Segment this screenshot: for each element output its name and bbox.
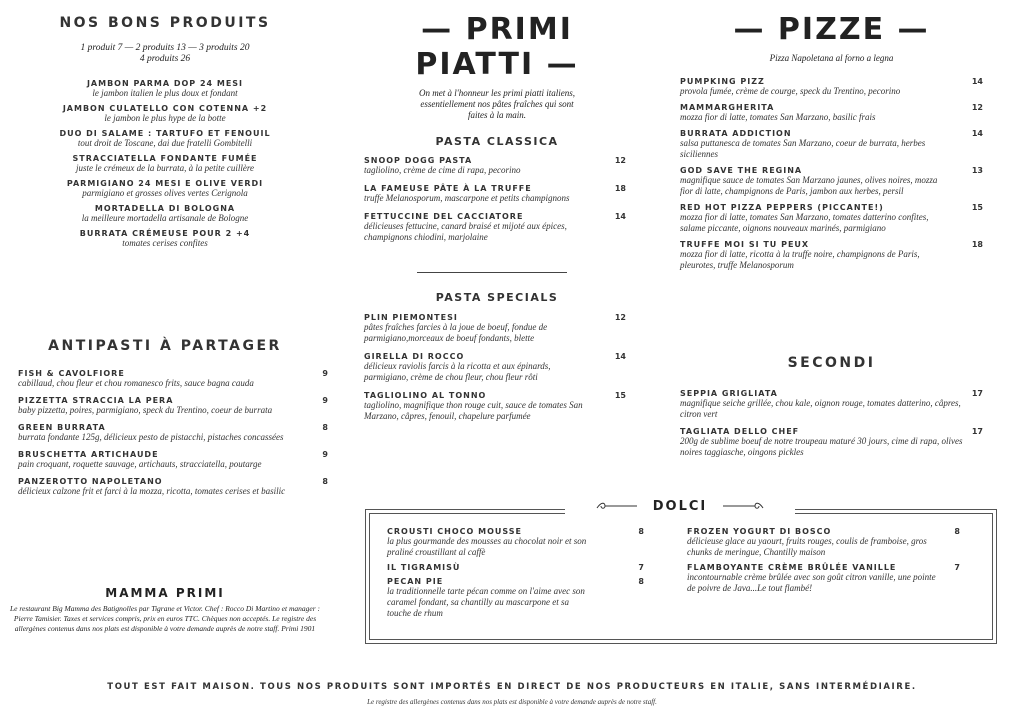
menu-item [387,577,644,619]
item-description: le jambon italien le plus doux et fondant [92,88,238,98]
item-description: le jambon le plus hype de la botte [104,113,226,123]
item-price: 17 [971,389,983,398]
item-description: juste le crémeux de la burrata, à la petite cuillère [75,163,255,173]
item-price: 8 [954,527,960,536]
item-name: PLIN PIEMONTESI [364,313,458,322]
middle-column [362,0,632,421]
footer-note: Le registre des allergènes contenus dans nos plats est disponible à votre demande auprès de notre staff. [367,698,657,706]
menu-item [680,77,983,97]
item-description: mozza fior di latte, tomates San Marzano, basilic frais [680,112,876,122]
item-description: pâtes fraîches farcies à la joue de boeuf, fondue de parmigiano,morceaux de boeuf fondants, blette [364,322,548,343]
item-name: PIZZETTA STRACCIA LA PERA [18,396,174,405]
mamma-text: Le restaurant Big Mamma des Batignolles par Tigrane et Victor. Chef : Rocco Di Martino et manager : Pierre Tamisier. Taxes et services compris, prix en euros TTC. Chèques non acceptés. Le registre des allergènes contenus dans nos plats est disponible à votre demande auprès de notre staff. Primi 1901 [10,604,320,633]
menu-item [364,313,626,344]
item-price: 18 [971,240,983,249]
menu-item [687,563,960,594]
classica-list [364,156,626,243]
item-price: 7 [638,563,644,572]
menu-item [10,79,320,99]
item-name: PANZEROTTO NAPOLETANO [18,477,163,486]
item-name: PECAN PIE [387,577,444,586]
menu-item [364,391,626,422]
item-name: FISH & CAVOLFIORE [18,369,125,378]
menu-item [680,166,983,197]
item-description: tagliolino, magnifique thon rouge cuit, sauce de tomates San Marzano, câpres, fenouil, chapelure parfumée [364,400,583,421]
item-description: cabillaud, chou fleur et chou romanesco frits, sauce bagna cauda [18,378,254,388]
menu-item [364,156,626,176]
item-name: TRUFFE MOI SI TU PEUX [680,240,810,249]
menu-item [364,352,626,383]
item-description: salsa puttanesca de tomates San Marzano, coeur de burrata, herbes siciliennes [680,138,926,159]
item-description: burrata fondante 125g, délicieux pesto de pistacchi, pistaches concassées [18,432,284,442]
antipasti-title: ANTIPASTI À PARTAGER [48,338,282,354]
item-description: délicieux calzone frit et farci à la mozza, ricotta, tomates cerises et basilic [18,486,286,496]
menu-item [680,240,983,271]
menu-item [10,154,320,174]
item-price: 18 [614,184,626,193]
primi-intro: On met à l'honneur les primi piatti italiens, essentiellement nos pâtes fraîches qui sont faites à la main. [419,88,575,120]
item-name: LA FAMEUSE PÂTE À LA TRUFFE [364,184,532,193]
item-description: la meilleure mortadella artisanale de Bologne [81,213,249,223]
menu-item [387,527,644,558]
item-price: 15 [971,203,983,212]
item-price: 13 [971,166,983,175]
item-name: STRACCIATELLA FONDANTE FUMÉE [72,154,258,163]
item-name: MAMMARGHERITA [680,103,775,112]
item-description: truffe Melanosporum, mascarpone et petits champignons [364,193,570,203]
item-price: 8 [322,477,328,486]
menu-item [18,450,328,470]
item-name: JAMBON PARMA DOP 24 MESI [86,79,244,88]
item-description: tomates cerises confites [122,238,208,248]
item-price: 14 [971,77,983,86]
item-price: 14 [614,212,626,221]
specials-list [364,313,626,430]
menu-item [680,129,983,160]
item-name: SNOOP DOGG PASTA [364,156,473,165]
item-description: 200g de sublime boeuf de notre troupeau maturé 30 jours, cime di rapa, olives noires taggiasche, oingons pickles [680,436,963,457]
item-name: GREEN BURRATA [18,423,106,432]
item-description: magnifique sauce de tomates San Marzano jaunes, olives noires, mozza fior di latte, champignons de Paris, jambon aux herbes, persil [680,175,938,196]
item-price: 15 [614,391,626,400]
menu-item [364,184,626,204]
menu-item [10,129,320,149]
item-price: 14 [971,129,983,138]
menu-item [687,527,960,558]
item-name: TAGLIATA DELLO CHEF [680,427,800,436]
item-name: BURRATA ADDICTION [680,129,792,138]
item-name: IL TIGRAMISÙ [387,563,461,572]
pizze-title: — PIZZE — [733,12,930,47]
pizze-subtitle: Pizza Napoletana al forno a legna [769,53,894,63]
item-description: pain croquant, roquette sauvage, artichauts, stracciatella, poutarge [18,459,262,469]
item-name: FROZEN YOGURT DI BOSCO [687,527,832,536]
item-price: 7 [954,563,960,572]
menu-item [18,396,328,416]
pricing-line: 1 produit 7 — 2 produits 13 — 3 produits 20 [80,43,250,53]
item-description: tout droit de Toscane, dai due fratelli Gombitelli [77,138,253,148]
item-price: 12 [614,313,626,322]
menu-item [10,204,320,224]
antipasti-list [18,369,328,504]
item-name: FLAMBOYANTE CRÈME BRÛLÉE VANILLE [687,563,897,572]
specials-title: PASTA SPECIALS [435,291,559,304]
item-price: 14 [614,352,626,361]
nos-bons-list [10,79,320,249]
menu-item [364,212,626,243]
menu-item [10,179,320,199]
item-price: 8 [638,527,644,536]
left-column [10,0,328,633]
mamma-title: MAMMA PRIMI [105,586,225,600]
item-description: tagliolino, crème de cime di rapa, pecorino [364,165,521,175]
secondi-title: SECONDI [787,355,876,371]
item-price: 8 [638,577,644,586]
item-description: mozza fior di latte, ricotta à la truffe noire, champignons de Paris, pleurotes, truffe Melanosporum [680,249,920,270]
item-price: 9 [322,396,328,405]
menu-item [18,477,328,497]
item-description: mozza fior di latte, tomates San Marzano, tomates datterino confites, salame piccante, oignons nouveaux marinés, parmigiano [680,212,929,233]
item-name: BRUSCHETTA ARTICHAUDE [18,450,159,459]
item-description: provola fumée, crème de courge, speck du Trentino, pecorino [680,86,901,96]
dolci-header [565,493,795,519]
item-name: SEPPIA GRIGLIATA [680,389,778,398]
item-price: 12 [971,103,983,112]
menu-item [10,229,320,249]
item-name: JAMBON CULATELLO CON COTENNA +2 [62,104,268,113]
item-price: 17 [971,427,983,436]
item-description: la traditionnelle tarte pécan comme on l'aime avec son caramel fondant, sa chantilly au mascarpone et sa touche de rhum [387,586,585,618]
menu-item [18,369,328,389]
swirl-left-icon [595,500,639,512]
pricing-line-2: 4 produits 26 [139,54,191,64]
item-name: BURRATA CRÉMEUSE POUR 2 +4 [79,229,251,238]
item-price: 9 [322,369,328,378]
item-description: magnifique seiche grillée, chou kale, oignon rouge, tomates datterino, câpres, citron vert [680,398,961,419]
item-name: DUO DI SALAME : TARTUFO ET FENOUIL [59,129,271,138]
footer-main: TOUT EST FAIT MAISON. TOUS NOS PRODUITS SONT IMPORTÉS EN DIRECT DE NOS PRODUCTEURS EN ITALIE, SANS INTERMÉDIAIRE. [107,682,917,692]
swirl-right-icon [721,500,765,512]
menu-item [387,563,644,572]
item-name: RED HOT PIZZA PEPPERS (PICCANTE!) [680,203,884,212]
item-description: délicieuses fettucine, canard braisé et mijoté aux épices, champignons chiodini, marjolaine [364,221,567,242]
item-name: GOD SAVE THE REGINA [680,166,803,175]
item-description: parmigiano et grosses olives vertes Cerignola [82,188,248,198]
item-name: PUMPKING PIZZ [680,77,765,86]
menu-item [18,423,328,443]
dolci-left-list [387,527,644,624]
secondi-list [680,389,983,465]
classica-title: PASTA CLASSICA [435,135,559,148]
item-description: la plus gourmande des mousses au chocolat noir et son praliné croustillant al caffè [387,536,587,557]
item-price: 12 [614,156,626,165]
item-description: baby pizzetta, poires, parmigiano, speck du Trentino, coeur de burrata [18,405,273,415]
right-column [680,0,983,457]
item-description: délicieux raviolis farcis à la ricotta et aux épinards, parmigiano, crème de chou fleur, chou fleur rôti [364,361,551,382]
item-name: MORTADELLA DI BOLOGNA [94,204,236,213]
item-description: incontournable crème brûlée avec son goût citron vanille, une pointe de poivre de Java...Le tout flambé! [687,572,936,593]
item-price: 8 [322,423,328,432]
item-price: 9 [322,450,328,459]
dolci-title: DOLCI [652,498,708,514]
menu-item [680,427,983,458]
item-name: GIRELLA DI ROCCO [364,352,465,361]
menu-item [680,203,983,234]
item-name: CROUSTI CHOCO MOUSSE [387,527,523,536]
item-description: délicieuse glace au yaourt, fruits rouges, coulis de framboise, gros chunks de meringue, Chantilly maison [687,536,927,557]
item-name: PARMIGIANO 24 MESI E OLIVE VERDI [66,179,264,188]
menu-item [680,389,983,420]
dolci-right-list [687,527,960,599]
item-name: TAGLIOLINO AL TONNO [364,391,487,400]
primi-title: — PRIMI PIATTI — [415,12,579,82]
pizze-list [680,77,983,271]
divider [417,272,567,273]
nos-bons-title: NOS BONS PRODUITS [59,15,271,31]
menu-item [680,103,983,123]
item-name: FETTUCCINE DEL CACCIATORE [364,212,524,221]
menu-item [10,104,320,124]
